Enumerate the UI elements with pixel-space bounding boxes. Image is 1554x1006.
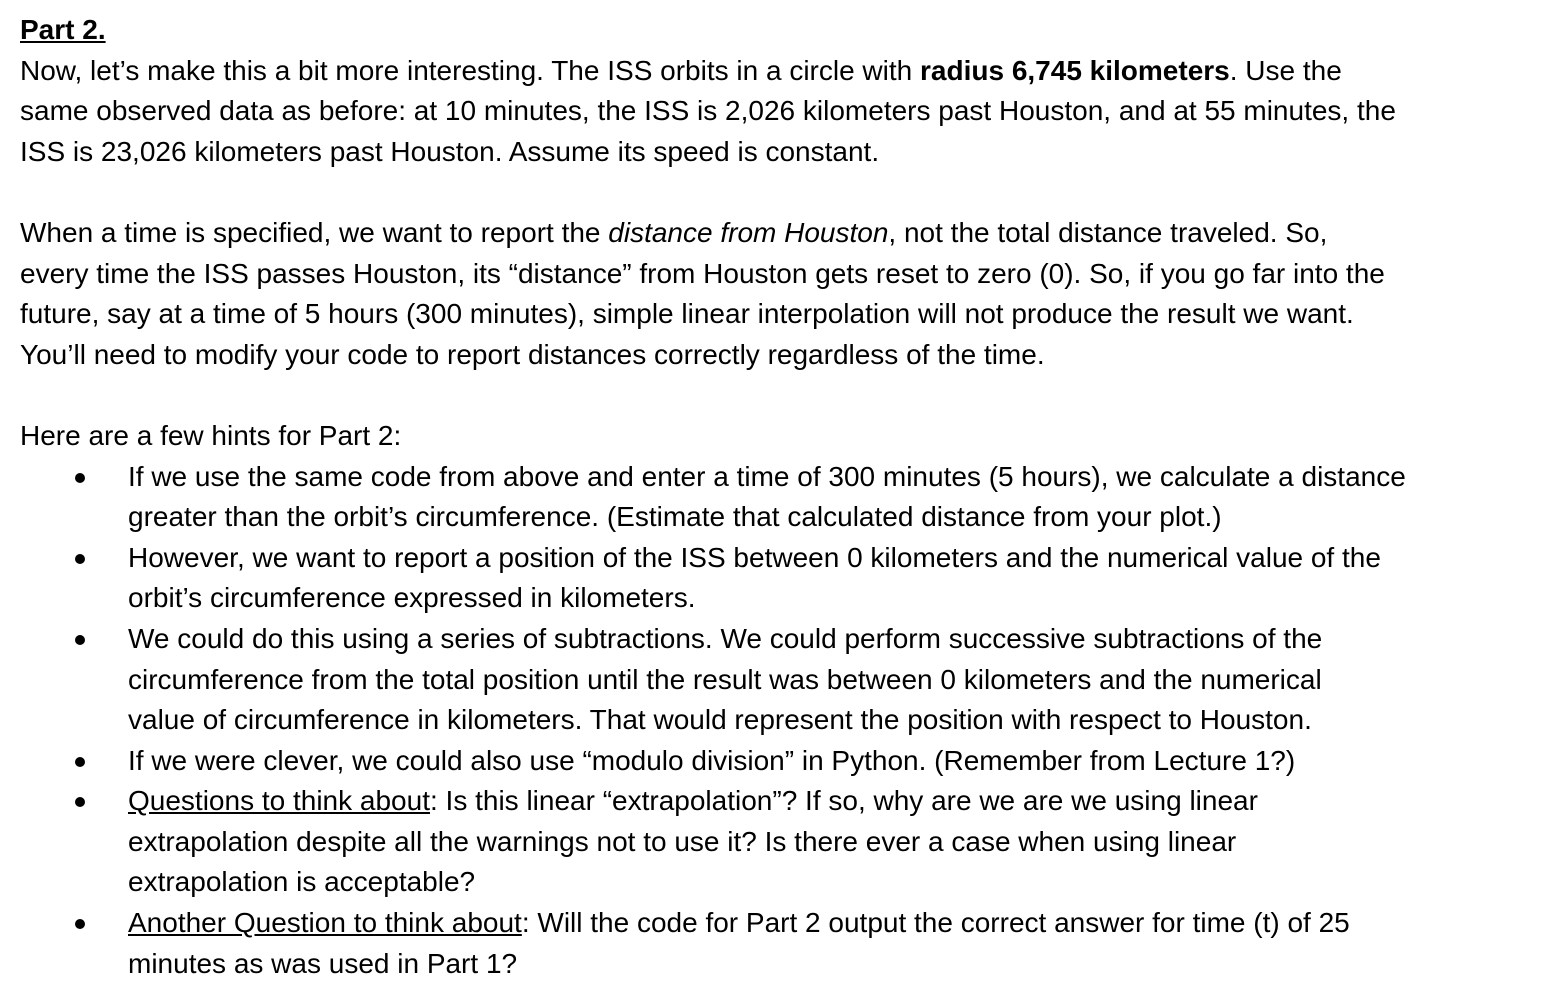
list-item: Questions to think about: Is this linear “extrapolation”? If so, why are we are we using linear extrapolation despite all the warnings not to use it? Is there ever a case when using linear extrapolation is acceptable? bbox=[20, 781, 1540, 903]
italic-distance: distance from Houston bbox=[608, 216, 889, 248]
list-item: If we use the same code from above and enter a time of 300 minutes (5 hours), we calculate a distance greater than the orbit’s circumference. (Estimate that calculated distance from your plot.) bbox=[20, 457, 1540, 538]
underlined-label: Questions to think about bbox=[128, 785, 430, 817]
paragraph-line: ISS is 23,026 kilometers past Houston. Assume its speed is constant. bbox=[20, 135, 880, 167]
hints-intro: Here are a few hints for Part 2: bbox=[20, 419, 402, 451]
paragraph-line: same observed data as before: at 10 minutes, the ISS is 2,026 kilometers past Houston, and at 55 minutes, the bbox=[20, 95, 1396, 127]
paragraph-line: every time the ISS passes Houston, its “distance” from Houston gets reset to zero (0). So, if you go far into the bbox=[20, 257, 1385, 289]
bold-radius: radius 6,745 kilometers bbox=[920, 54, 1230, 86]
paragraph-orbit bbox=[20, 51, 1540, 173]
list-item: However, we want to report a position of the ISS between 0 kilometers and the numerical value of the orbit’s circumference expressed in kilometers. bbox=[20, 538, 1540, 619]
list-item: Another Question to think about: Will the code for Part 2 output the correct answer for time (t) of 25 minutes as was used in Part 1? bbox=[20, 903, 1540, 984]
section-heading: Part 2. bbox=[20, 14, 106, 45]
document bbox=[20, 10, 1540, 984]
paragraph-line: When a time is specified, we want to report the distance from Houston, not the total distance traveled. So, bbox=[20, 216, 1328, 248]
paragraph-line: Now, let’s make this a bit more interesting. The ISS orbits in a circle with radius 6,745 kilometers. Use the bbox=[20, 54, 1342, 86]
paragraph-distance bbox=[20, 213, 1540, 375]
paragraph-line: You’ll need to modify your code to report distances correctly regardless of the time. bbox=[20, 338, 1045, 370]
hints-list bbox=[20, 457, 1540, 985]
paragraph-line: future, say at a time of 5 hours (300 minutes), simple linear interpolation will not produce the result we want. bbox=[20, 298, 1354, 330]
underlined-label: Another Question to think about bbox=[128, 907, 522, 939]
list-item: We could do this using a series of subtractions. We could perform successive subtractions of the circumference from the total position until the result was between 0 kilometers and the numerical value of circumference in kilometers. That would represent the position with respect to Houston. bbox=[20, 619, 1540, 741]
list-item: If we were clever, we could also use “modulo division” in Python. (Remember from Lecture 1?) bbox=[20, 741, 1540, 782]
